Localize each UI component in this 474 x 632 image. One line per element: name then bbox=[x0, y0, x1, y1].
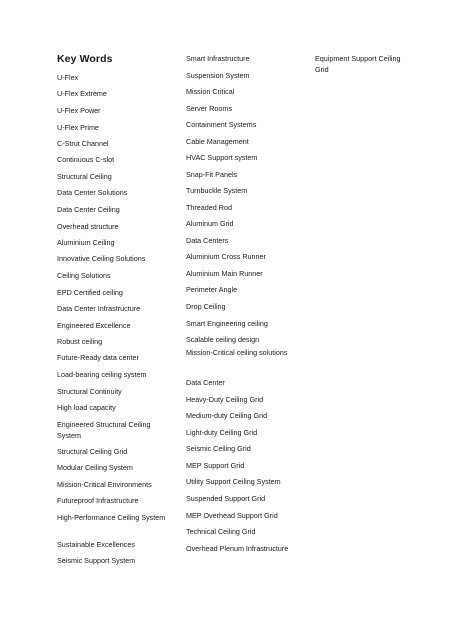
keyword-item: Turnbuckle System bbox=[186, 186, 248, 195]
keyword-item: Modular Ceiling System bbox=[57, 463, 133, 472]
keyword-item: Utility Support Ceiling System bbox=[186, 477, 281, 486]
keyword-item: MEP Support Grid bbox=[186, 461, 245, 470]
keyword-item: Ceiling Solutions bbox=[57, 271, 111, 280]
keyword-item: MEP Overhead Support Grid bbox=[186, 511, 278, 520]
keyword-item: High load capacity bbox=[57, 403, 116, 412]
keyword-item: Data Center Ceiling bbox=[57, 205, 120, 214]
keyword-item: Data Center Infrastructure bbox=[57, 304, 141, 313]
keyword-item: Engineered Structural Ceiling System bbox=[57, 420, 151, 440]
keyword-item: Data Center Solutions bbox=[57, 188, 128, 197]
keyword-item: Aluminium Cross Runner bbox=[186, 252, 266, 261]
keyword-item: Heavy-Duty Ceiling Grid bbox=[186, 395, 264, 404]
keyword-item: Seismic Support System bbox=[57, 556, 136, 565]
keyword-item: Snap-Fit Panels bbox=[186, 170, 238, 179]
keyword-item: Drop Ceiling bbox=[186, 302, 226, 311]
keyword-item: Aluminum Grid bbox=[186, 219, 234, 228]
keyword-item: Suspended Support Grid bbox=[186, 494, 266, 503]
keyword-item: Technical Ceiling Grid bbox=[186, 527, 256, 536]
keyword-item: Futureproof Infrastructure bbox=[57, 496, 139, 505]
keyword-item: U-Flex Prime bbox=[57, 123, 99, 132]
keyword-item: Future-Ready data center bbox=[57, 353, 139, 362]
keyword-item: Suspension System bbox=[186, 71, 250, 80]
keyword-item: Seismic Ceiling Grid bbox=[186, 444, 251, 453]
keyword-item: Threaded Rod bbox=[186, 203, 232, 212]
keyword-item: Cable Management bbox=[186, 137, 249, 146]
keyword-item: Smart Engineering ceiling bbox=[186, 319, 268, 328]
keyword-item: Mission Critical bbox=[186, 87, 235, 96]
keyword-item: Server Rooms bbox=[186, 104, 232, 113]
keyword-item: EPD Certified ceiling bbox=[57, 288, 123, 297]
keyword-item: Innovative Ceiling Solutions bbox=[57, 254, 146, 263]
keyword-item: Load-bearing ceiling system bbox=[57, 370, 147, 379]
keyword-item: Medium-duty Ceiling Grid bbox=[186, 411, 268, 420]
keyword-item: U-Flex Extreme bbox=[57, 89, 107, 98]
keyword-item: C-Strut Channel bbox=[57, 139, 109, 148]
keyword-item: U-Flex Power bbox=[57, 106, 101, 115]
keyword-item: Robust ceiling bbox=[57, 337, 103, 346]
keyword-item: Aluminium Ceiling bbox=[57, 238, 115, 247]
keyword-item: Structural Ceiling bbox=[57, 172, 112, 181]
keyword-item: Overhead Plenum Infrastructure bbox=[186, 544, 289, 553]
keyword-item: Sustainable Excellences bbox=[57, 540, 135, 549]
keyword-item: Mission-Critical Environments bbox=[57, 480, 152, 489]
keyword-item: Continuous C-slot bbox=[57, 155, 115, 164]
keyword-item: Aluminium Main Runner bbox=[186, 269, 263, 278]
keyword-item: Scalable ceiling design bbox=[186, 335, 260, 344]
keyword-item: U-Flex bbox=[57, 73, 79, 82]
keyword-item: Data Centers bbox=[186, 236, 229, 245]
keyword-item: Data Center bbox=[186, 378, 225, 387]
keyword-item: HVAC Support system bbox=[186, 153, 258, 162]
keyword-item: Structural Ceiling Grid bbox=[57, 447, 128, 456]
keyword-item: Mission-Critical ceiling solutions bbox=[186, 348, 288, 357]
keyword-item: Smart Infrastructure bbox=[186, 54, 250, 63]
keyword-item: High-Performance Ceiling System bbox=[57, 513, 166, 522]
keyword-item: Containment Systems bbox=[186, 120, 257, 129]
keyword-item: Equipment Support Ceiling Grid bbox=[315, 54, 401, 74]
keyword-item: Engineered Excellence bbox=[57, 321, 131, 330]
keyword-item: Structural Continuity bbox=[57, 387, 122, 396]
keyword-item: Perimeter Angle bbox=[186, 285, 238, 294]
page-title: Key Words bbox=[57, 53, 113, 65]
keyword-item: Light-duty Ceiling Grid bbox=[186, 428, 258, 437]
keyword-item: Overhead structure bbox=[57, 222, 119, 231]
